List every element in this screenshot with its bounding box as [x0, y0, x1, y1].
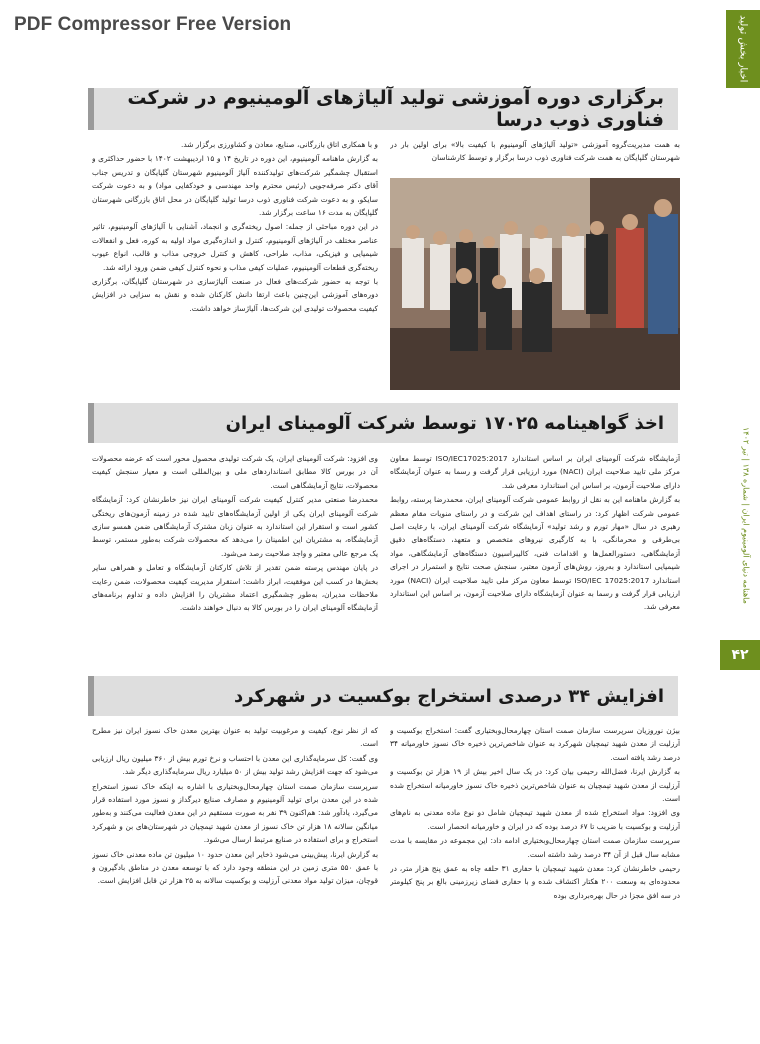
article3-paragraph: رحیمی خاطرنشان کرد: معدن شهید تیمچیان با حفاری ۳۱ حلقه چاه به عمق پنج هزار متر، در محدوده‌ای به وسعت ۲۰۰ هکتار اکتشاف شده و با حفاری فضای زیرزمینی بالغ بر پنج کیلومتر در سه افق مجزا در حال بهره‌برداری بوده	[390, 864, 680, 900]
article1-intro: به همت مدیریت‌گروه آموزشی «تولید آلیاژهای آلومینیوم با کیفیت بالا» برای اولین بار در شهرستان گلپایگان به همت شرکت فناوری ذوب درسا برگزار و توسط کارشناسان	[390, 140, 680, 163]
article2-paragraph: در پایان مهندس پرسته ضمن تقدیر از تلاش کارکنان آزمایشگاه و تعامل و همراهی سایر بخش‌ها در کسب این موفقیت، ابراز داشت: استقرار مدیریت کیفیت محصولات، ضمن رعایت ملاحظات مدیران، به‌طور چشمگیری اعتماد مشتریان را افزایش داده و تداوم برنامه‌های آزمایشگاه آلومینای ایران را در بورس کالا به دنبال خواهند داشت.	[92, 563, 378, 613]
article1-title: برگزاری دوره آموزشی تولید آلیاژهای آلومینیوم در شرکت فناوری ذوب درسا	[88, 88, 678, 130]
watermark: PDF Compressor Free Version	[14, 14, 292, 35]
article2-paragraph: به گزارش ماهنامه این به نقل از روابط عمومی شرکت آلومینای ایران، محمدرضا پرسته، روابط عمومی شرکت اظهار کرد: در راستای اهداف این شرکت و در راستای منویات مقام معظم رهبری در سال «مهار تورم و رشد تولید» آزمایشگاه شرکت آلومینای ایران، با رعایت اصل بی‌طرفی و محرمانگی، با به کارگیری نیروهای متخصص و متعهد، دستگاه‌های دقیق آزمایشگاهی، دستورالعمل‌ها و اقدامات فنی، کالیبراسیون دستگاه‌های آزمایشگاهی، مواد شیمیایی استاندارد و به‌روز، روش‌های آزمون معتبر، سنجش صحت نتایج و استمرار در اجرای استاندارد ISO/IEC 17025:2017 توسط معاون مرکز ملی تایید صلاحیت ایران (NACI) مورد ارزیابی قرار گرفت و رسما به عنوان آزمایشگاه دارای صلاحیت آزمون، بر اساس این استاندارد معرفی شد.	[390, 495, 680, 612]
running-head: ماهنامه دنیای آلومینیوم ایران | شماره ۱۳۸ | تیر ۱۴۰۲	[741, 426, 751, 604]
page-number: ۴۲	[720, 640, 760, 670]
article1-paragraph: در این دوره مباحثی از جمله: اصول ریخته‌گری و انجماد، آشنایی با آلیاژهای آلومینیوم، تاثیر عناصر مختلف در آلیاژهای آلومینیوم، کنترل و اندازه‌گیری مواد اولیه به کوره، فعل و انفعالات شیمیایی و فیزیکی، مذاب، طراحی، کاهش و کنترل خروجی مذاب و قالب، انواع عیوب ریخته‌گری قطعات آلومینیوم، عملیات کیفی مذاب و نحوه کنترل کیفی ضمن ورود ارائه شد.	[92, 222, 378, 272]
article3-title: افزایش ۳۴ درصدی استخراج بوکسیت در شهرکرد	[88, 676, 678, 716]
article2-title: اخذ گواهینامه ۱۷۰۲۵ توسط شرکت آلومینای ایران	[88, 403, 678, 443]
article3-paragraph: بیژن نوروزیان سرپرست سازمان صمت استان چهارمحال‌وبختیاری گفت: استخراج بوکسیت و آرزلیت از معدن شهید تیمچیان شهرکرد به عنوان شاخص‌ترین ذخیره خاک نسوز خاورمیانه ۳۴ درصد رشد یافته است.	[390, 726, 680, 762]
group-photo	[390, 178, 680, 390]
article2-paragraph: آزمایشگاه شرکت آلومینای ایران بر اساس استاندارد ISO/IEC17025:2017 توسط معاون مرکز ملی تایید صلاحیت ایران (NACI) مورد ارزیابی قرار گرفت و رسما به عنوان آزمایشگاه دارای صلاحیت آزمون، بر اساس این استاندارد معرفی شد.	[390, 454, 680, 490]
article3-paragraph: سرپرست سازمان صمت استان چهارمحال‌وبختیاری ادامه داد: این مجموعه در مقایسه با مدت مشابه سال قبل از آن ۳۴ درصد رشد داشته است.	[390, 836, 680, 859]
article3-left-column	[92, 724, 378, 970]
article3-paragraph: سرپرست سازمان صمت استان چهارمحال‌وبختیاری با اشاره به اینکه خاک نسوز استخراج شده در این معدن برای تولید آلومینیوم و مصارف صنایع دیرگداز و نسوز مورد استفاده قرار می‌گیرد، یادآور شد: هم‌اکنون ۳۹ نفر به صورت مستقیم در این معدن فعالیت می‌کنند و به‌طور میانگین سالانه ۱۸ هزار تن خاک نسوز از معدن شهید تیمچیان در شهرستان‌های بن و شهرکرد استخراج و برای استفاده در صنایع مرتبط ارسال می‌شود.	[92, 781, 378, 845]
article1-paragraph: و با همکاری اتاق بازرگانی، صنایع، معادن و کشاورزی برگزار شد.	[181, 140, 378, 149]
article3-paragraph: وی گفت: کل سرمایه‌گذاری این معدن با احتساب و نرخ تورم بیش از ۳۶۰ میلیون ریال ارزیابی می‌شود که جهت افزایش رشد تولید بیش از ۵۰ میلیارد ریال سرمایه‌گذاری دیگر شد.	[92, 753, 378, 777]
article1-intro-column	[390, 138, 680, 178]
group-photo-image	[390, 178, 680, 390]
article3-right-column	[390, 724, 680, 970]
article3-paragraph: وی افزود: مواد استخراج شده از معدن شهید تیمچیان شامل دو نوع ماده معدنی به نام‌های آرزلیت و بوکسیت با ضریب تا ۶۷ درصد بوده که در ایران و خاورمیانه انحصار است.	[390, 808, 680, 831]
article3-paragraph: به گزارش ایرنا، پیش‌بینی می‌شود ذخایر این معدن حدود ۱۰ میلیون تن ماده معدنی خاک نسوز با عمق ۵۵۰ متری زمین در این منطقه وجود دارد که با توسعه معدن در مناطق بادگیرون و قوچان، میزان تولید مواد معدنی آرزلیت و بوکسیت سالانه به ۲۵ هزار تن قابل افزایش است.	[92, 849, 378, 886]
section-tab: اخبار بخش تولید	[726, 10, 760, 88]
article1-paragraph: با توجه به حضور شرکت‌های فعال در صنعت آلیاژسازی در شهرستان گلپایگان، برگزاری دوره‌های آموزشی این‌چنین باعث ارتقا دانش کارکنان شده و نقش به سزایی در افزایش کیفیت محصولات تولیدی این شرکت‌ها، آلیاژساز خواهد داشت.	[92, 277, 378, 313]
article3-paragraph: که از نظر نوع، کیفیت و مرغوبیت تولید به عنوان بهترین معدن خاک نسوز ایران نیز مطرح است.	[92, 726, 378, 749]
article1-left-column	[92, 138, 378, 390]
article3-paragraph: به گزارش ایرنا، فضل‌الله رحیمی بیان کرد: در یک سال اخیر بیش از ۱۹ هزار تن بوکسیت و آرزلیت از معدن شهید تیمچیان به عنوان شاخص‌ترین ذخیره خاک نسوز خاورمیانه استخراج شده است.	[390, 767, 680, 804]
article2-paragraph: وی افزود: شرکت آلومینای ایران، یک شرکت تولیدی محصول محور است که عرضه محصولات آن در بورس کالا مطابق استانداردهای ملی و بین‌المللی است و معیار سنجش کیفیت محصولات، نتایج آزمایشگاهی است.	[92, 454, 378, 490]
article2-left-column	[92, 452, 378, 666]
article1-paragraph: به گزارش ماهنامه آلومینیوم، این دوره در تاریخ ۱۴ و ۱۵ اردیبهشت ۱۴۰۲ با حضور حداکثری و استقبال چشمگیر شرکت‌های تولیدکننده آلیاژ آلومینیوم شهرستان گلپایگان و تدریس جناب آقای دکتر صرفه‌جویی (رئیس محترم واحد مهندسی و خودکفایی مواد) و به دعوت شرکت سایکو، و به دعوت شرکت فناوری ذوب درسا تولید گلپایگان در محل اتاق بازرگانی شهرستان گلپایگان به مدت ۱۶ ساعت برگزار شد.	[92, 154, 378, 218]
article2-right-column	[390, 452, 680, 666]
article2-paragraph: محمدرضا صنعتی مدیر کنترل کیفیت شرکت آلومینای ایران نیز خاطرنشان کرد: آزمایشگاه شرکت آلومینای ایران یکی از اولین آزمایشگاه‌های تایید شده در زمینه آزمون‌های ریختگی کشور است و استقرار این استاندارد به عنوان زبان مشترک آزمایشگاهی ضمن همسو سازی آزمایشگاه، به مشتریان این اطمینان را می‌دهد که محصولات شرکت به‌طور مستمر، توسط یک مرجع عالی معتبر و واجد صلاحیت رصد می‌شود.	[92, 495, 378, 558]
